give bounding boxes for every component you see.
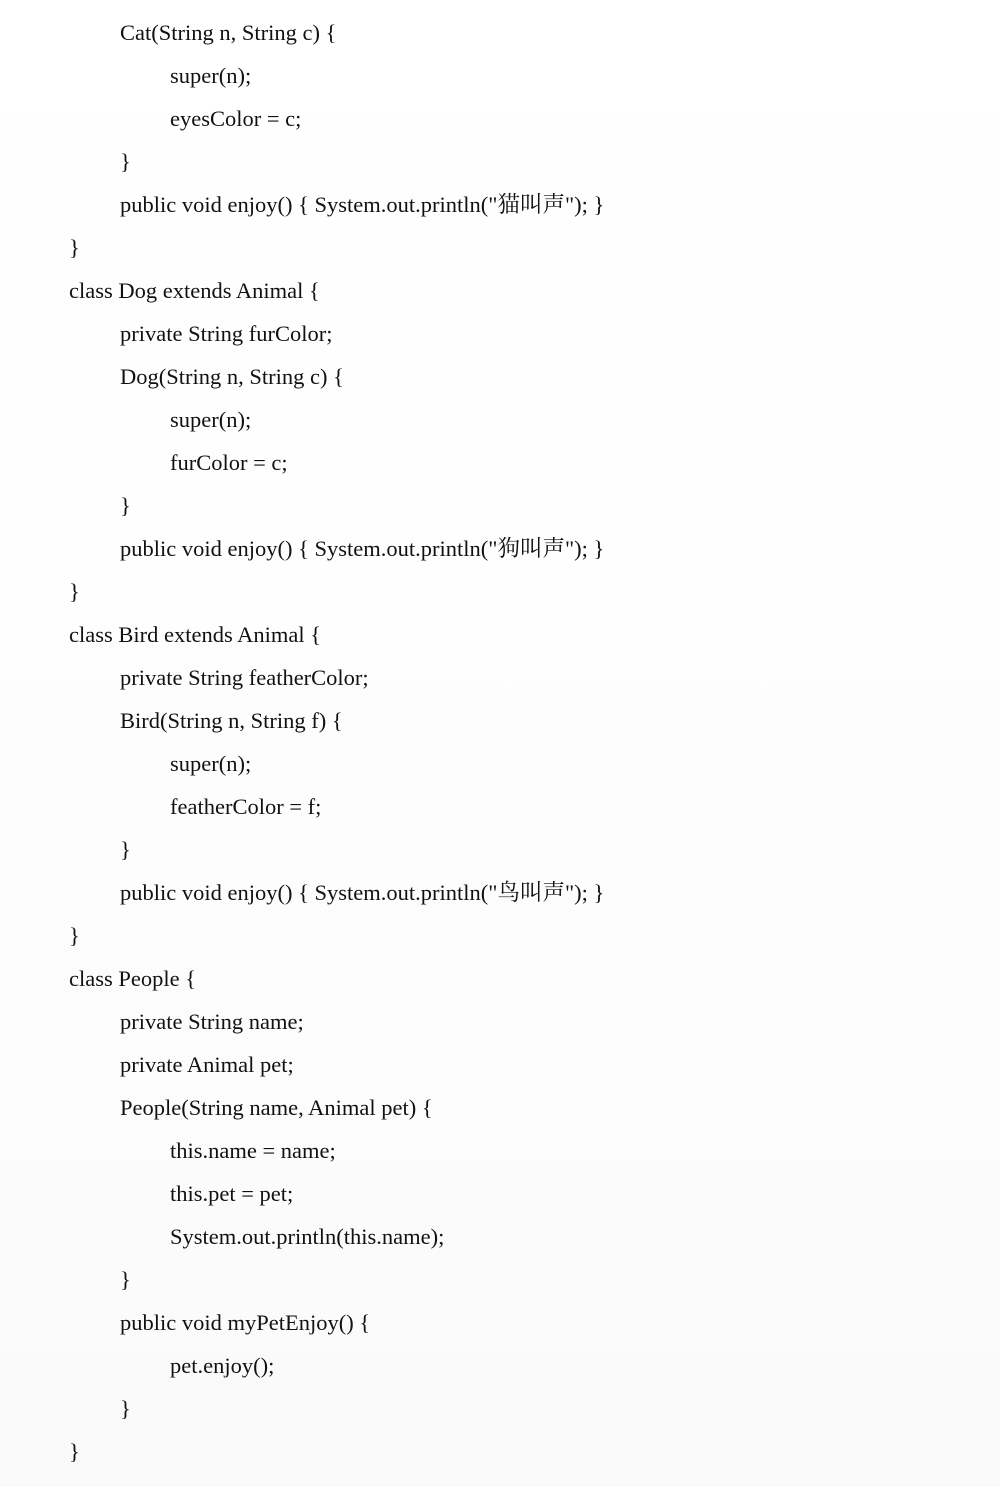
code-line: } [120,837,131,862]
code-line: this.pet = pet; [170,1181,294,1206]
code-line: this.name = name; [170,1138,336,1163]
code-line: furColor = c; [170,450,288,475]
code-line: } [69,1439,80,1464]
code-line: public void enjoy() { System.out.println("鸟叫声"); } [120,880,605,905]
code-line: System.out.println(this.name); [170,1224,445,1249]
code-line: Cat(String n, String c) { [120,20,337,45]
code-line: } [69,923,80,948]
code-line: public void enjoy() { System.out.println("猫叫声"); } [120,192,605,217]
code-line: People(String name, Animal pet) { [120,1095,433,1120]
code-line: super(n); [170,751,252,776]
code-line: } [120,1267,131,1292]
code-line: class Dog extends Animal { [69,278,320,303]
code-line: } [120,149,131,174]
code-line: } [120,493,131,518]
code-line: private String featherColor; [120,665,369,690]
code-line: private Animal pet; [120,1052,294,1077]
code-line: featherColor = f; [170,794,322,819]
code-line: } [69,235,80,260]
code-line: private String furColor; [120,321,333,346]
code-line: pet.enjoy(); [170,1353,275,1378]
code-line: } [69,579,80,604]
code-line: eyesColor = c; [170,106,302,131]
code-listing [0,11,1000,1473]
code-line: public void myPetEnjoy() { [120,1310,371,1335]
code-line: Dog(String n, String c) { [120,364,344,389]
code-line: super(n); [170,63,252,88]
code-line: } [120,1396,131,1421]
code-line: private String name; [120,1009,304,1034]
code-line: super(n); [170,407,252,432]
code-line: public void enjoy() { System.out.println("狗叫声"); } [120,536,605,561]
code-line: Bird(String n, String f) { [120,708,343,733]
code-line: class Bird extends Animal { [69,622,322,647]
code-line: class People { [69,966,197,991]
